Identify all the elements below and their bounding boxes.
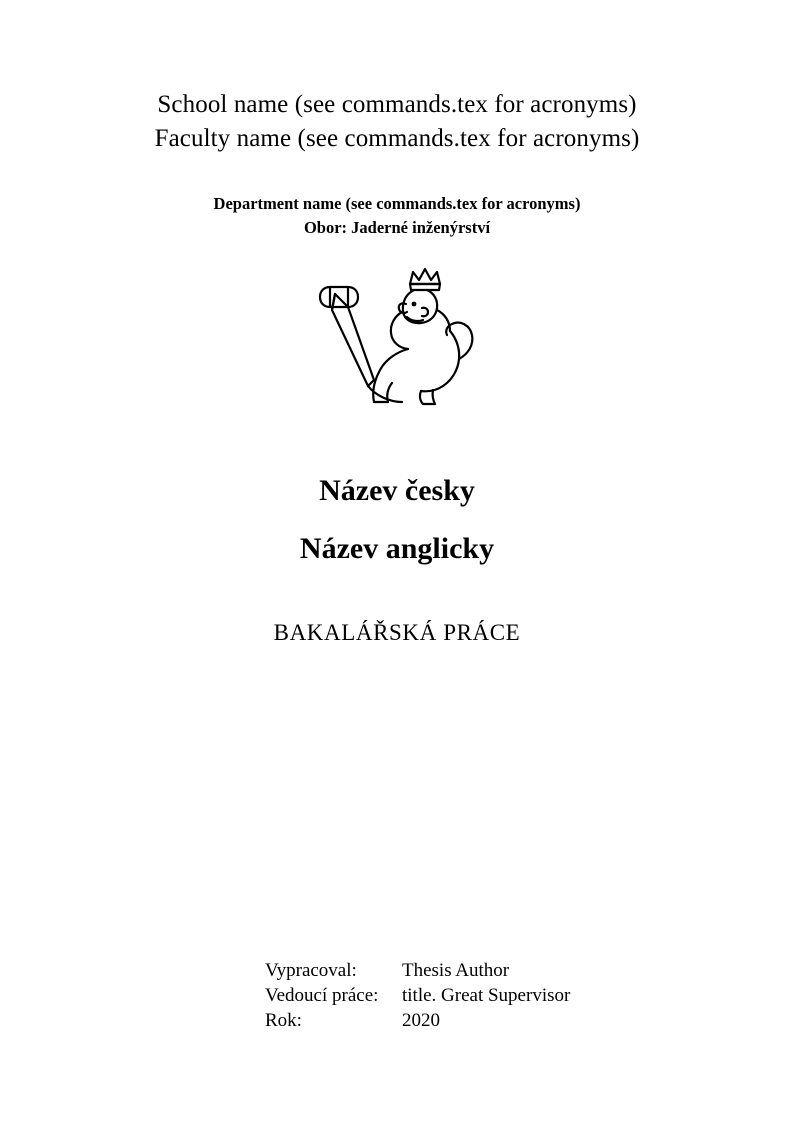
info-row-year [265,1008,570,1033]
info-value-year: 2020 [402,1010,440,1031]
info-value-supervisor: title. Great Supervisor [402,985,571,1006]
title-czech: Název česky [319,474,475,507]
title-english: Název anglicky [299,532,495,565]
ctu-lion-emblem-icon [302,262,492,407]
institution-header [0,88,794,156]
info-value-author: Thesis Author [402,960,510,981]
info-row-supervisor [265,983,570,1008]
department-header [0,192,794,240]
info-label-year: Rok: [265,1010,302,1031]
thesis-title-block [0,462,794,578]
faculty-name: Faculty name (see commands.tex for acronyms) [154,125,640,152]
department-name: Department name (see commands.tex for acronyms) [213,194,581,213]
university-logo [0,262,794,407]
info-label-supervisor: Vedoucí práce: [265,985,379,1006]
author-info [265,958,570,1033]
thesis-type: BAKALÁŘSKÁ PRÁCE [273,620,521,645]
info-row-author [265,958,570,983]
school-name: School name (see commands.tex for acronyms) [157,91,637,118]
info-label-author: Vypracoval: [265,960,357,981]
field-of-study: Obor: Jaderné inženýrství [303,218,491,237]
